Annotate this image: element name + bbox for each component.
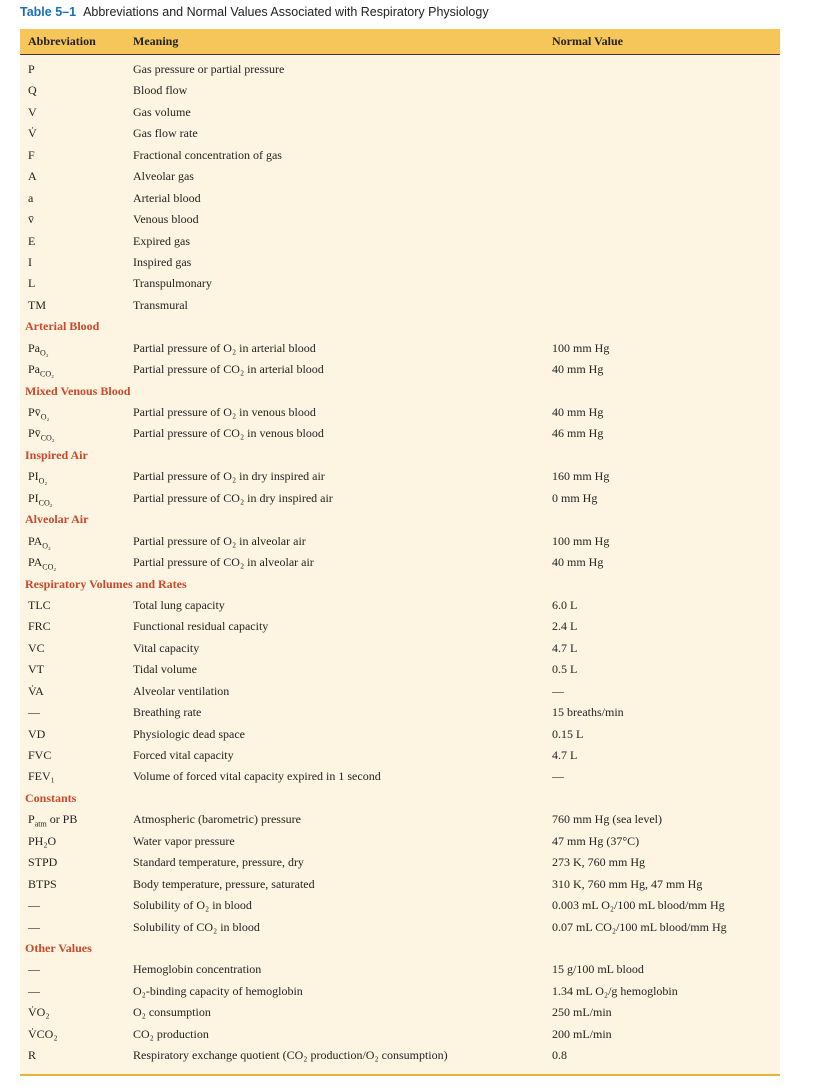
normal-value-cell: 0.15 L [552, 726, 584, 741]
abbreviation-text: P [28, 812, 35, 827]
table-row [20, 810, 780, 831]
meaning-cell: Fractional concentration of gas [133, 147, 282, 162]
abbreviation-text: PA [28, 555, 43, 570]
meaning-cell: Gas flow rate [133, 126, 198, 141]
abbreviation-text: PI [28, 490, 39, 505]
table-caption: Abbreviations and Normal Values Associated with Respiratory Physiology [83, 5, 489, 19]
header-abbreviation: Abbreviation [28, 34, 96, 48]
section-row [20, 382, 780, 403]
abbreviation-text: — [28, 983, 40, 998]
meaning-cell: Partial pressure of O₂ in dry inspired air [133, 469, 325, 484]
abbreviation-cell [28, 855, 57, 870]
table-row [20, 596, 780, 617]
meaning-cell: Alveolar ventilation [133, 683, 230, 698]
abbreviation-cell [28, 1048, 36, 1063]
meaning-cell: Solubility of O₂ in blood [133, 898, 252, 913]
abbreviation-cell [28, 641, 45, 656]
abbreviation-subscript: CO₂ [38, 498, 53, 508]
table-row [20, 703, 780, 724]
normal-value-cell: — [552, 769, 564, 784]
abbreviation-subscript: CO₂ [42, 562, 57, 572]
abbreviation-text: V̇ [28, 126, 37, 141]
section-row [20, 575, 780, 596]
table-row [20, 639, 780, 660]
meaning-cell: Standard temperature, pressure, dry [133, 855, 304, 870]
abbreviation-text: TM [28, 297, 46, 312]
normal-value-cell: 40 mm Hg [552, 405, 604, 419]
abbreviation-cell [28, 812, 77, 828]
meaning-cell: Forced vital capacity [133, 748, 234, 762]
table-row [20, 1046, 780, 1067]
abbreviation-text: PI [28, 469, 39, 484]
table-row [20, 853, 780, 874]
table-row [20, 60, 780, 81]
section-heading: Arterial Blood [25, 319, 100, 334]
table-row [20, 403, 780, 424]
table-row [20, 146, 780, 167]
normal-value-cell: 250 mL/min [552, 1005, 612, 1020]
normal-value-cell: 1.34 mL O₂/g hemoglobin [552, 983, 678, 998]
section-heading: Respiratory Volumes and Rates [25, 576, 187, 591]
meaning-cell: Breathing rate [133, 705, 202, 720]
meaning-cell: Expired gas [133, 233, 190, 248]
meaning-cell: Vital capacity [133, 640, 200, 655]
table-row [20, 918, 780, 939]
abbreviation-text: F [28, 147, 35, 162]
table-header [20, 29, 780, 55]
abbreviation-text: L [28, 276, 36, 291]
abbreviation-cell [28, 491, 53, 507]
meaning-cell: Inspired gas [133, 254, 192, 269]
abbreviation-text: VT [28, 662, 44, 677]
meaning-cell: O₂ consumption [133, 1005, 211, 1020]
abbreviation-text: — [28, 962, 40, 977]
abbreviation-text: V̇A [28, 683, 44, 698]
meaning-cell: Partial pressure of CO₂ in venous blood [133, 426, 324, 441]
normal-value-cell: 310 K, 760 mm Hg, 47 mm Hg [552, 876, 703, 891]
abbreviations-table [20, 29, 780, 1076]
abbreviation-cell [28, 877, 57, 892]
meaning-cell: O₂-binding capacity of hemoglobin [133, 983, 303, 998]
abbreviation-text: Q [28, 83, 37, 98]
table-row [20, 660, 780, 681]
abbreviation-cell [28, 126, 37, 141]
table-row [20, 982, 780, 1003]
normal-value-cell: 273 K, 760 mm Hg [552, 855, 645, 870]
abbreviation-cell [28, 555, 56, 571]
normal-value-cell: 0.8 [552, 1048, 567, 1063]
meaning-cell: Alveolar gas [133, 169, 194, 184]
abbreviation-cell [28, 984, 40, 999]
meaning-cell: Partial pressure of O₂ in venous blood [133, 405, 316, 419]
meaning-cell: Physiologic dead space [133, 726, 245, 741]
abbreviation-text: a [28, 190, 34, 205]
normal-value-cell: 760 mm Hg (sea level) [552, 812, 662, 827]
table-row [20, 274, 780, 295]
table-row [20, 189, 780, 210]
normal-value-cell: 0.07 mL CO₂/100 mL blood/mm Hg [552, 919, 727, 934]
table-row [20, 489, 780, 510]
abbreviation-cell [28, 234, 35, 249]
abbreviation-text: A [28, 169, 37, 184]
table-row [20, 746, 780, 767]
meaning-cell: Respiratory exchange quotient (CO₂ production/O₂ consumption) [133, 1048, 448, 1063]
meaning-cell: Transmural [133, 297, 188, 312]
abbreviation-subscript: atm [34, 819, 47, 829]
meaning-cell: Blood flow [133, 83, 188, 98]
header-meaning: Meaning [133, 34, 179, 48]
normal-value-cell: 40 mm Hg [552, 362, 604, 377]
normal-value-cell: 0.003 mL O₂/100 mL blood/mm Hg [552, 898, 725, 913]
table-row [20, 532, 780, 553]
abbreviation-text: Pv̄ [28, 426, 41, 441]
abbreviation-cell [28, 898, 40, 913]
meaning-cell: Partial pressure of O₂ in alveolar air [133, 533, 306, 548]
abbreviation-cell [28, 662, 44, 677]
abbreviation-cell [28, 405, 49, 421]
abbreviation-subscript: CO₂ [40, 369, 54, 379]
abbreviation-cell [28, 169, 37, 184]
section-heading: Mixed Venous Blood [25, 383, 131, 398]
section-row [20, 789, 780, 810]
abbreviation-subscript: O₂ [42, 541, 51, 551]
abbreviation-text: FRC [28, 619, 51, 634]
table-row [20, 167, 780, 188]
section-row [20, 510, 780, 531]
normal-value-cell: 40 mm Hg [552, 555, 604, 570]
abbreviation-cell [28, 619, 51, 634]
table-row [20, 960, 780, 981]
abbreviation-text: V̇CO₂ [28, 1026, 58, 1041]
meaning-cell: Venous blood [133, 212, 199, 227]
table-row [20, 424, 780, 445]
abbreviation-text: PH₂O [28, 833, 57, 848]
table-row [20, 832, 780, 853]
table-row [20, 210, 780, 231]
normal-value-cell: 0.5 L [552, 662, 578, 677]
normal-value-cell: — [552, 683, 564, 698]
abbreviation-text: I [28, 254, 32, 269]
abbreviation-cell [28, 769, 55, 784]
abbreviation-subscript: O₂ [38, 476, 48, 486]
meaning-cell: Partial pressure of CO₂ in dry inspired air [133, 490, 333, 505]
meaning-cell: Solubility of CO₂ in blood [133, 919, 260, 934]
meaning-cell: Arterial blood [133, 190, 201, 205]
abbreviation-cell [28, 341, 49, 357]
section-heading: Constants [25, 790, 77, 805]
abbreviation-cell [28, 469, 47, 485]
section-heading: Other Values [25, 940, 92, 955]
meaning-cell: Partial pressure of CO₂ in arterial blood [133, 362, 324, 377]
table-row [20, 296, 780, 317]
abbreviation-text: — [28, 705, 40, 720]
abbreviation-cell [28, 534, 51, 550]
table-row [20, 232, 780, 253]
table-row [20, 1003, 780, 1024]
meaning-cell: Volume of forced vital capacity expired in 1 second [133, 769, 381, 784]
normal-value-cell: 2.4 L [552, 619, 578, 634]
abbreviation-cell [28, 684, 44, 699]
abbreviation-cell [28, 298, 46, 313]
meaning-cell: Gas pressure or partial pressure [133, 62, 285, 76]
table-row [20, 103, 780, 124]
abbreviation-suffix: or PB [46, 812, 78, 827]
abbreviation-cell [28, 362, 54, 378]
normal-value-cell: 100 mm Hg [552, 533, 610, 548]
normal-value-cell: 47 mm Hg (37°C) [552, 833, 640, 848]
abbreviation-cell [28, 148, 35, 163]
table-row [20, 725, 780, 746]
abbreviation-text: — [28, 898, 40, 913]
abbreviation-text: Pa [28, 362, 40, 377]
section-heading: Inspired Air [25, 447, 88, 462]
meaning-cell: CO₂ production [133, 1026, 209, 1041]
section-row [20, 446, 780, 467]
abbreviation-text: Pa [28, 340, 40, 355]
abbreviation-cell [28, 62, 35, 77]
abbreviation-text: V [28, 104, 37, 119]
abbreviation-cell [28, 255, 32, 270]
abbreviation-text: R [28, 1048, 37, 1063]
meaning-cell: Water vapor pressure [133, 833, 235, 848]
table-row [20, 553, 780, 574]
abbreviation-text: TLC [28, 597, 51, 612]
abbreviation-text: FVC [28, 748, 52, 762]
normal-value-cell: 200 mL/min [552, 1026, 612, 1041]
header-normal-value: Normal Value [552, 34, 624, 48]
abbreviation-cell [28, 962, 40, 977]
table-row [20, 81, 780, 102]
abbreviation-cell [28, 727, 45, 742]
abbreviation-text: v̄ [28, 212, 34, 227]
table-row [20, 682, 780, 703]
meaning-cell: Hemoglobin concentration [133, 962, 262, 977]
table-row [20, 124, 780, 145]
meaning-cell: Gas volume [133, 104, 191, 119]
abbreviation-cell [28, 705, 40, 720]
abbreviation-cell [28, 191, 33, 206]
abbreviation-text: Pv̄ [28, 405, 41, 419]
normal-value-cell: 46 mm Hg [552, 426, 604, 441]
normal-value-cell: 15 g/100 mL blood [552, 962, 644, 977]
table-row [20, 467, 780, 488]
section-heading: Alveolar Air [25, 512, 89, 527]
normal-value-cell: 0 mm Hg [552, 490, 598, 505]
table-row [20, 1025, 780, 1046]
abbreviation-subscript: CO₂ [40, 433, 55, 443]
abbreviation-subscript: O₂ [40, 412, 50, 422]
meaning-cell: Total lung capacity [133, 597, 225, 612]
normal-value-cell: 160 mm Hg [552, 469, 610, 484]
normal-value-cell: 15 breaths/min [552, 705, 624, 720]
abbreviation-cell [28, 834, 56, 849]
meaning-cell: Body temperature, pressure, saturated [133, 876, 315, 891]
abbreviation-text: PA [28, 533, 43, 548]
table-row [20, 875, 780, 896]
meaning-cell: Atmospheric (barometric) pressure [133, 812, 301, 827]
abbreviation-cell [28, 748, 51, 763]
meaning-cell: Partial pressure of O₂ in arterial blood [133, 340, 316, 355]
abbreviation-text: — [28, 919, 40, 934]
normal-value-cell: 4.7 L [552, 640, 578, 655]
abbreviation-subscript: O₂ [40, 348, 49, 358]
meaning-cell: Tidal volume [133, 662, 197, 677]
table-title [20, 2, 489, 22]
table-row [20, 767, 780, 788]
abbreviation-cell [28, 1005, 50, 1020]
normal-value-cell: 4.7 L [552, 748, 578, 762]
normal-value-cell: 6.0 L [552, 597, 578, 612]
meaning-cell: Partial pressure of CO₂ in alveolar air [133, 555, 314, 570]
abbreviation-cell [28, 598, 51, 613]
abbreviation-cell [28, 105, 37, 120]
meaning-cell: Functional residual capacity [133, 619, 269, 634]
abbreviation-text: BTPS [28, 876, 57, 891]
abbreviation-cell [28, 212, 34, 227]
meaning-cell: Transpulmonary [133, 276, 212, 291]
abbreviation-text: STPD [28, 855, 58, 870]
table-body [20, 60, 780, 1068]
abbreviation-text: FEV₁ [28, 769, 55, 784]
abbreviation-cell [28, 426, 55, 442]
table-row [20, 617, 780, 638]
abbreviation-cell [28, 276, 35, 291]
abbreviation-cell [28, 920, 40, 935]
table-row [20, 253, 780, 274]
abbreviation-cell [28, 83, 37, 98]
table-row [20, 339, 780, 360]
abbreviation-text: VD [28, 726, 46, 741]
table-row [20, 896, 780, 917]
abbreviation-text: E [28, 233, 36, 248]
abbreviation-text: VC [28, 640, 45, 655]
section-row [20, 939, 780, 960]
normal-value-cell: 100 mm Hg [552, 340, 610, 355]
table-row [20, 360, 780, 381]
abbreviation-text: P [28, 62, 35, 76]
abbreviation-cell [28, 1027, 58, 1042]
section-row [20, 317, 780, 338]
table-label: Table 5–1 [20, 5, 77, 19]
abbreviation-text: V̇O₂ [28, 1005, 50, 1020]
